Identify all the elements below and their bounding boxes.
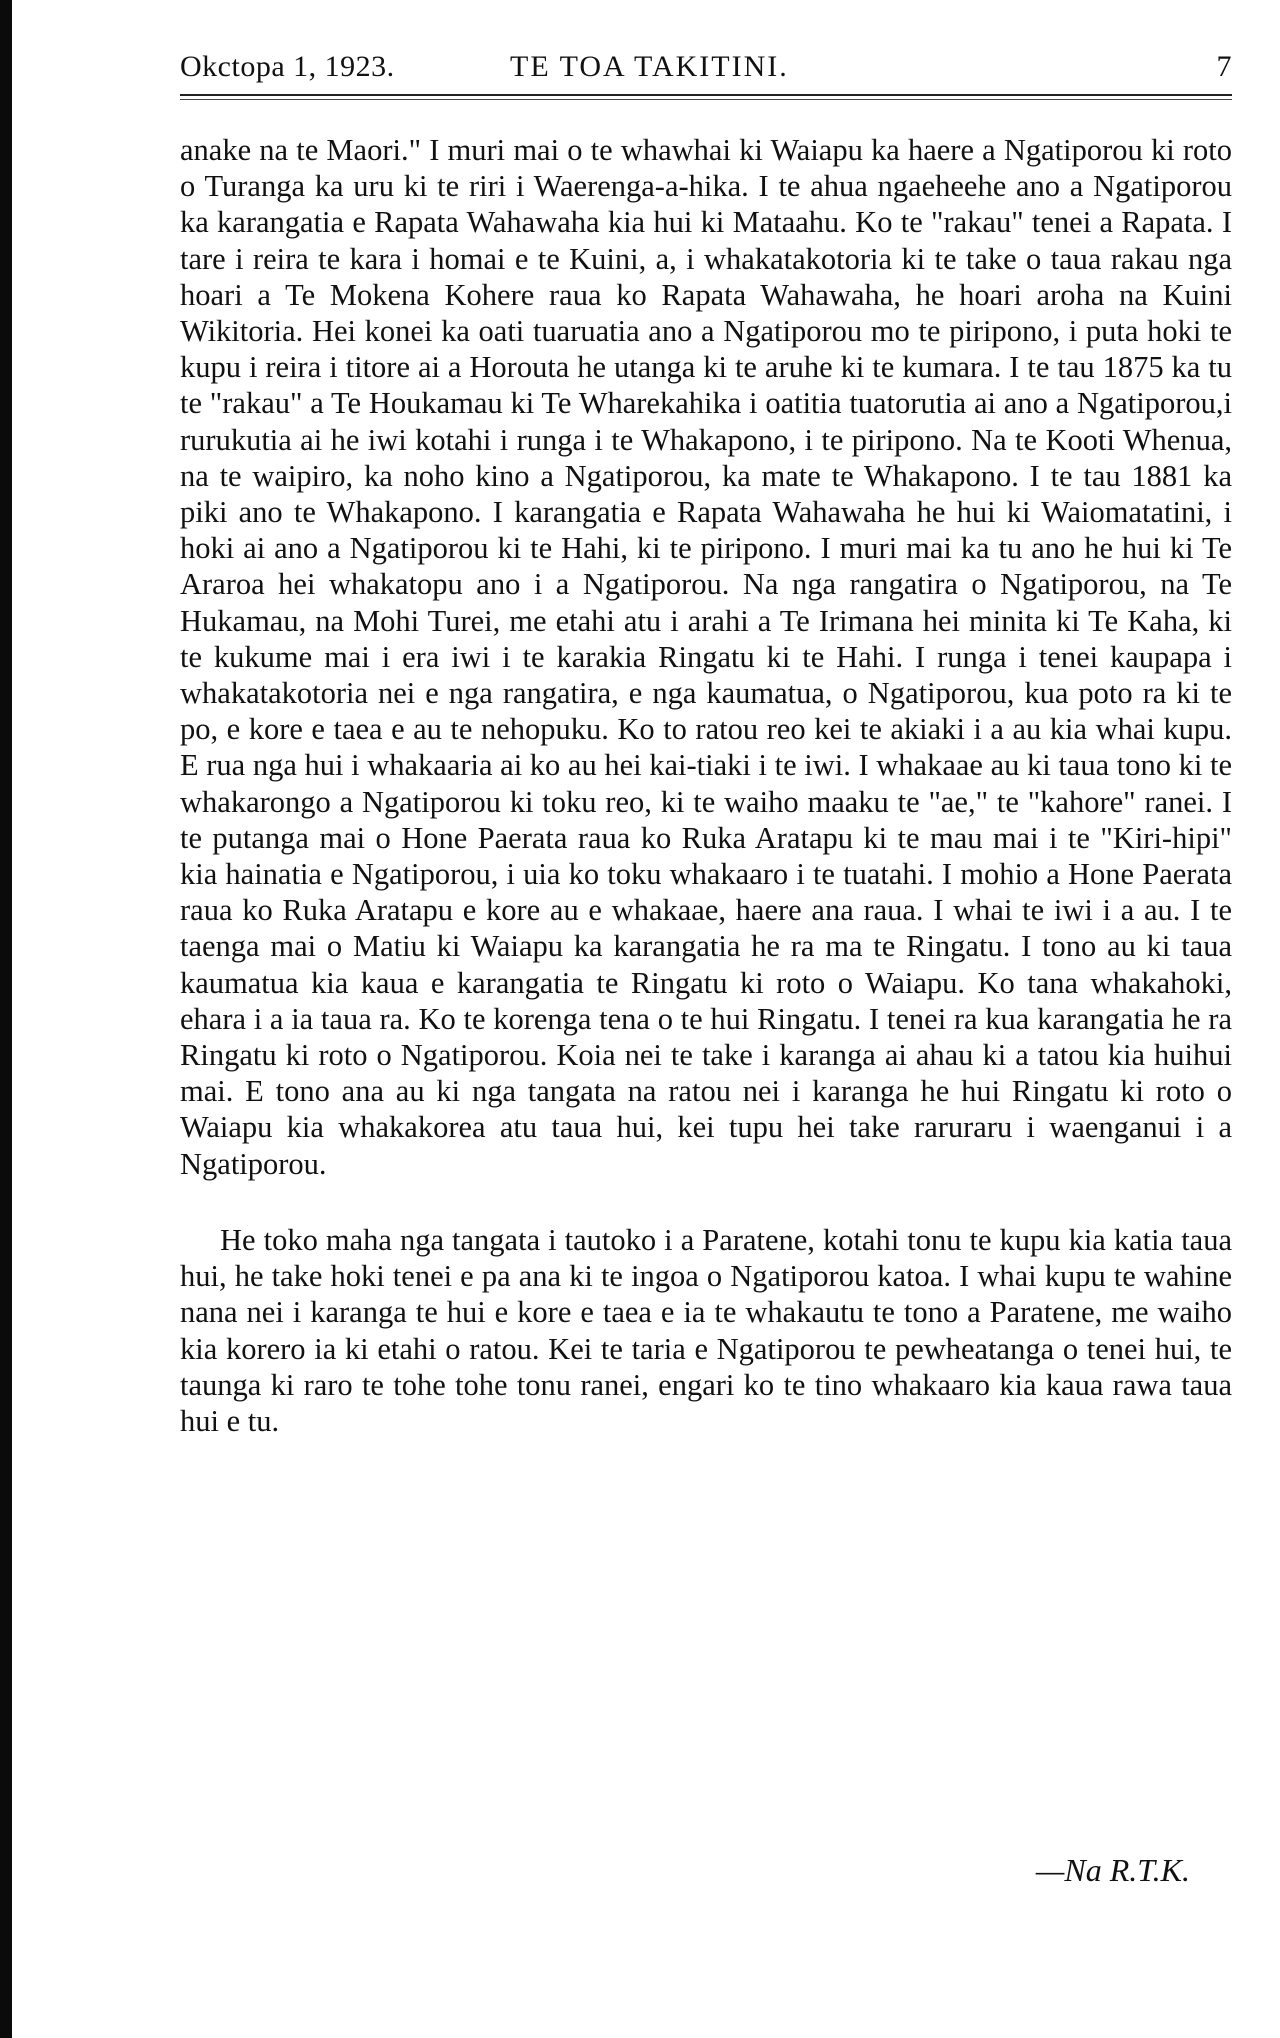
page-header: [180, 42, 1232, 92]
issue-date: Okctopa 1, 1923.: [180, 50, 395, 83]
page-binding-edge: [0, 0, 12, 2038]
publication-title: TE TOA TAKITINI.: [510, 50, 789, 83]
article-body: [180, 132, 1232, 1439]
article-paragraph: He toko maha nga tangata i tautoko i a Paratene, kotahi tonu te kupu kia katia taua hui, he take hoki tenei e pa ana ki te ingoa o Ngatiporou katoa. I whai kupu te wahine nana nei i karanga te hui e kore e taea e ia te whakautu te tono a Paratene, me waiho kia korero ia ki etahi o ratou. Kei te taria e Ngatiporou te pewheatanga o tenei hui, te taunga ki raro te tohe tohe tonu ranei, engari ko te tino whakaaro kia kaua rawa taua hui e tu.: [180, 1222, 1232, 1438]
page-number: 7: [1216, 50, 1232, 83]
article-signature: —Na R.T.K.: [1035, 1852, 1190, 1888]
article-paragraph: anake na te Maori." I muri mai o te whawhai ki Waiapu ka haere a Ngatiporou ki roto o Turanga ka uru ki te riri i Waerenga-a-hika. I te ahua ngaeheehe ano a Ngatiporou ka karangatia e Rapata Wahawaha kia hui ki Mataahu. Ko te "rakau" tenei a Rapata. I tare i reira te kara i homai e te Kuini, a, i whakatakotoria ki te take o taua rakau nga hoari a Te Mokena Kohere raua ko Rapata Wahawaha, he hoari aroha na Kuini Wikitoria. Hei konei ka oati tuaruatia ano a Ngatiporou mo te piripono, i puta hoki te kupu i reira i titore ai a Horouta he utanga ki te aruhe ki te kumara. I te tau 1875 ka tu te "rakau" a Te Houkamau ki Te Wharekahika i oatitia tuatorutia ai ano a Ngatiporou,i rurukutia ai he iwi kotahi i runga i te Whakapono, i te piripono. Na te Kooti Whenua, na te waipiro, ka noho kino a Ngatiporou, ka mate te Whakapono. I te tau 1881 ka piki ano te Whakapono. I karangatia e Rapata Wahawaha he hui ki Waiomatatini, i hoki ai ano a Ngatiporou ki te Hahi, ki te piripono. I muri mai ka tu ano he hui ki Te Araroa hei whakatopu ano i a Ngatiporou. Na nga rangatira o Ngatiporou, na Te Hukamau, na Mohi Turei, me etahi atu i arahi a Te Irimana hei minita ki Te Kaha, ki te kukume mai i era iwi i te karakia Ringatu ki te Hahi. I runga i tenei kaupapa i whakatakotoria nei e nga rangatira, e nga kaumatua, o Ngatiporou, kua poto ra ki te po, e kore e taea e au te nehopuku. Ko to ratou reo kei te akiaki i a au kia whai kupu. E rua nga hui i whakaaria ai ko au hei kai-tiaki i te iwi. I whakaae au ki taua tono ki te whakarongo a Ngatiporou ki toku reo, ki te waiho maaku te "ae," te "kahore" ranei. I te putanga mai o Hone Paerata raua ko Ruka Aratapu ki te mau mai i te "Kiri-hipi" kia hainatia e Ngatiporou, i uia ko toku whakaaro i te tuatahi. I mohio a Hone Paerata raua ko Ruka Aratapu e kore au e whakaae, haere ana raua. I whai te iwi i a au. I te taenga mai o Matiu ki Waiapu ka karangatia he ra ma te Ringatu. I tono au ki taua kaumatua kia kaua e karangatia te Ringatu ki roto o Waiapu. Ko tana whakahoki, ehara i a ia taua ra. Ko te korenga tena o te hui Ringatu. I tenei ra kua karangatia he ra Ringatu ki roto o Ngatiporou. Koia nei te take i karanga ai ahau ki a tatou kia huihui mai. E tono ana au ki nga tangata na ratou nei i karanga he hui Ringatu ki roto o Waiapu kia whakakorea atu taua hui, kei tupu hei take raruraru i waenganui i a Ngatiporou.: [180, 133, 1232, 1181]
header-rule: [180, 94, 1232, 100]
